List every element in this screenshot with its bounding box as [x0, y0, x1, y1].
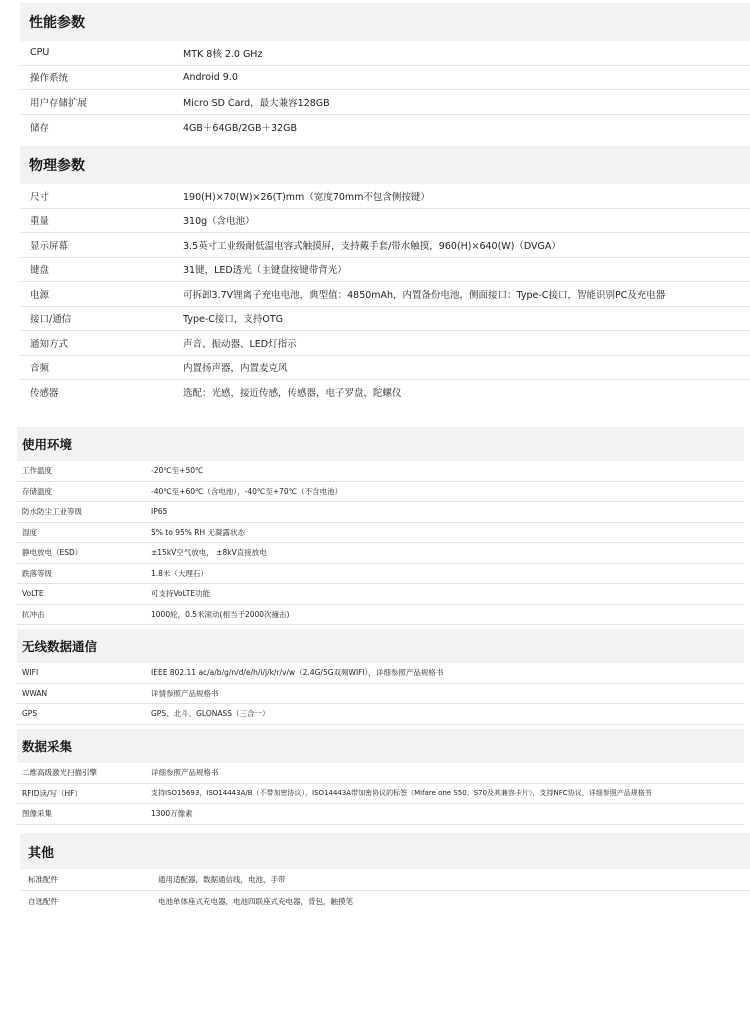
environment-section: [17, 427, 744, 625]
spec-label: 抗冲击: [22, 609, 45, 619]
spec-value: 详细参照产品规格书: [151, 768, 219, 778]
spec-label: 存储温度: [22, 486, 52, 496]
physical-title: 物理参数: [20, 146, 750, 184]
spec-row: [17, 684, 744, 705]
spec-row: [20, 282, 750, 307]
performance-title: 性能参数: [20, 3, 750, 41]
spec-label: WIFI: [22, 668, 39, 678]
spec-row: [20, 356, 750, 381]
spec-row: [20, 891, 750, 913]
spec-label: 操作系统: [30, 73, 69, 85]
capture-title: 数据采集: [17, 729, 744, 763]
spec-value: -20℃至+50℃: [151, 466, 204, 476]
spec-value: GPS、北斗、GLONASS（三合一）: [151, 709, 270, 719]
spec-value: 4GB＋64GB/2GB＋32GB: [183, 122, 297, 134]
spec-row: [17, 523, 744, 544]
spec-label: 键盘: [30, 265, 50, 277]
spec-value: -40℃至+60℃（含电池），-40℃至+70℃（不含电池）: [151, 486, 343, 496]
spec-row: [17, 804, 744, 825]
spec-value: 1300万像素: [151, 809, 193, 819]
spec-row: [20, 869, 750, 891]
spec-label: 传感器: [30, 388, 59, 400]
spec-row: [17, 763, 744, 784]
spec-value: 选配：光感，接近传感，传感器，电子罗盘，陀螺仪: [183, 388, 402, 400]
spec-row: [20, 380, 750, 405]
spec-row: [17, 584, 744, 605]
spec-value: 190(H)×70(W)×26(T)mm（宽度70mm不包含侧按键）: [183, 191, 430, 203]
spec-label: GPS: [22, 709, 38, 719]
spec-label: CPU: [30, 47, 50, 59]
spec-value: 声音、振动器、LED灯指示: [183, 338, 297, 350]
spec-row: [17, 564, 744, 585]
spec-label: 二维高级激光扫描引擎: [22, 768, 97, 778]
spec-value: 5% to 95% RH 无凝露状态: [151, 527, 245, 537]
spec-row: [17, 461, 744, 482]
capture-section: [17, 729, 744, 825]
spec-value: 内置扬声器，内置麦克风: [183, 363, 288, 375]
spec-row: [17, 704, 744, 725]
spec-value: Android 9.0: [183, 71, 238, 83]
spec-label: 电源: [30, 289, 50, 301]
spec-value: 31键，LED透光（主键盘按键带背光）: [183, 265, 347, 277]
spec-row: [17, 543, 744, 564]
spec-label: 跌落等级: [22, 568, 52, 578]
spec-row: [17, 482, 744, 503]
spec-row: [20, 66, 750, 91]
spec-label: 用户存储扩展: [30, 97, 88, 109]
spec-label: 防水防尘工业等级: [22, 507, 82, 517]
spec-row: [20, 331, 750, 356]
spec-value: 1.8米（大理石）: [151, 568, 208, 578]
spec-label: 自选配件: [28, 896, 58, 906]
spec-value: 1000轮，0.5米滚动(相当于2000次撞击): [151, 609, 290, 619]
spec-value: 通用适配器，数据通信线，电池，手带: [158, 874, 286, 884]
spec-label: VoLTE: [22, 589, 44, 599]
spec-label: 音频: [30, 363, 50, 375]
spec-row: [20, 184, 750, 209]
spec-row: [17, 605, 744, 626]
spec-value: 可拆卸3.7V锂离子充电电池，典型值：4850mAh，内置备份电池，侧面接口：Type-C接口，智能识别PC及充电器: [183, 289, 666, 301]
spec-row: [20, 258, 750, 283]
spec-value: ±15kV空气放电， ±8kV直接放电: [151, 548, 267, 558]
spec-label: 图像采集: [22, 809, 52, 819]
spec-label: 湿度: [22, 527, 37, 537]
spec-label: 储存: [30, 122, 50, 134]
spec-label: 尺寸: [30, 191, 50, 203]
spec-value: IP65: [151, 507, 168, 517]
spec-label: 重量: [30, 216, 50, 228]
spec-value: Micro SD Card，最大兼容128GB: [183, 97, 330, 109]
spec-value: MTK 8核 2.0 GHz: [183, 48, 263, 60]
spec-label: 静电放电（ESD）: [22, 548, 83, 558]
spec-value: IEEE 802.11 ac/a/b/g/n/d/e/h/i/j/k/r/v/w（2.4G/5G双频WIFI），详细参照产品规格书: [151, 668, 444, 678]
physical-section: [20, 146, 750, 405]
spec-row: [20, 115, 750, 140]
spec-value: 详情参照产品规格书: [151, 688, 219, 698]
spec-label: 标准配件: [28, 874, 58, 884]
spec-row: [20, 307, 750, 332]
spec-value: 支持ISO15693，ISO14443A/B（不带加密协议），ISO14443A带加密协议的标签（Mifare one S50、S70及其兼容卡片），支持NFC协议，详细参照产品规格书: [151, 789, 652, 798]
spec-value: 电池单体座式充电器，电池四联座式充电器，背包，触摸笔: [158, 896, 353, 906]
spec-label: 工作温度: [22, 466, 52, 476]
spec-row: [17, 663, 744, 684]
spec-label: WWAN: [22, 688, 48, 698]
spec-value: 310g（含电池）: [183, 216, 255, 228]
performance-section: [20, 3, 750, 139]
other-section: [20, 833, 750, 912]
spec-row: [20, 233, 750, 258]
spec-row: [20, 90, 750, 115]
wireless-title: 无线数据通信: [17, 629, 744, 663]
other-title: 其他: [20, 833, 750, 869]
spec-label: 通知方式: [30, 338, 69, 350]
spec-label: RFID读/写（HF）: [22, 788, 82, 798]
wireless-section: [17, 629, 744, 725]
spec-value: 3.5英寸工业级耐低温电容式触摸屏，支持戴手套/带水触摸，960(H)×640(W)（DVGA）: [183, 240, 561, 252]
spec-row: [17, 502, 744, 523]
spec-label: 接口/通信: [30, 314, 72, 326]
spec-row: [20, 41, 750, 66]
spec-row: [20, 209, 750, 234]
spec-row: [17, 784, 744, 805]
environment-title: 使用环境: [17, 427, 744, 461]
spec-value: 可支持VoLTE功能: [151, 589, 211, 599]
spec-value: Type-C接口，支持OTG: [183, 314, 284, 326]
spec-label: 显示屏幕: [30, 240, 69, 252]
